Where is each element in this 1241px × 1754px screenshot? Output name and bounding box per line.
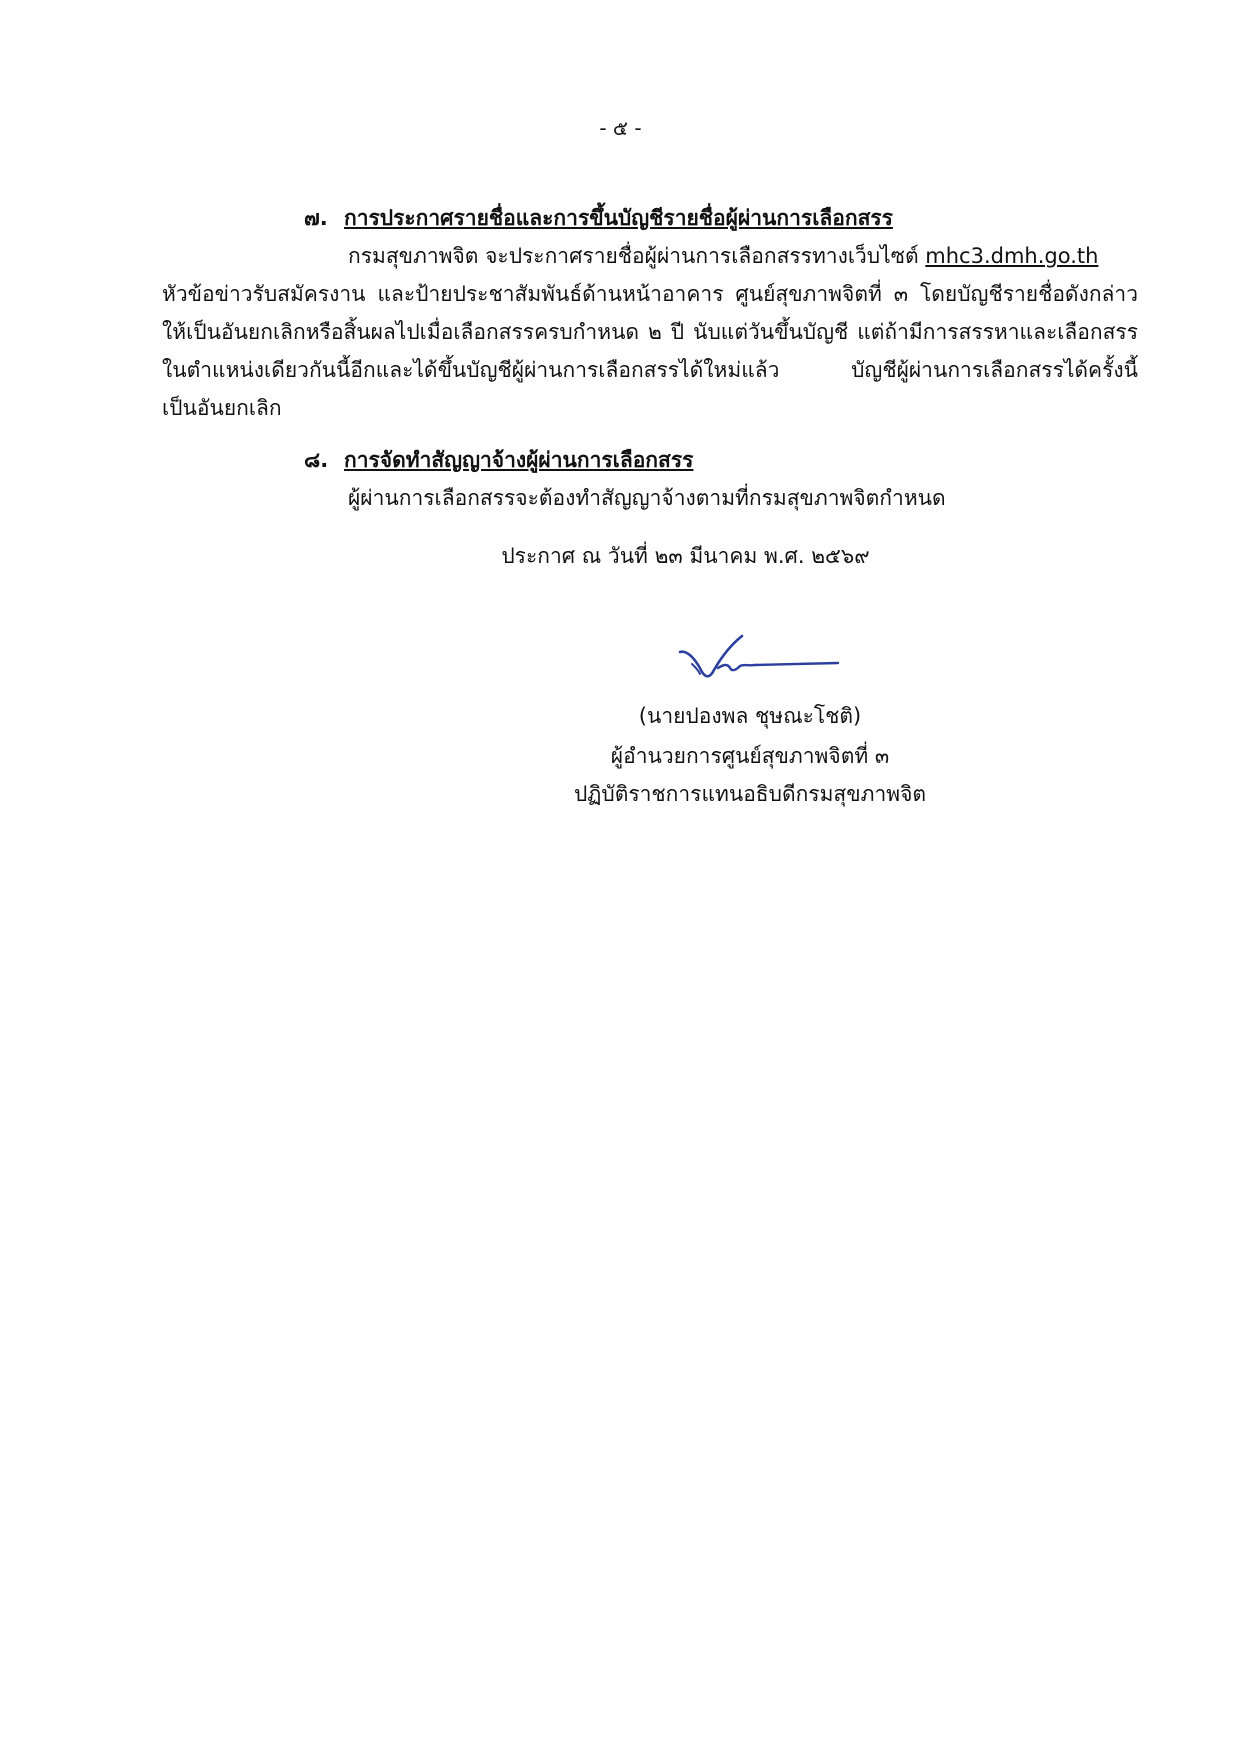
section-7-paragraph-line-3: ให้เป็นอันยกเลิกหรือสิ้นผลไปเมื่อเลือกสรรครบกำหนด ๒ ปี นับแต่วันขึ้นบัญชี แต่ถ้ามีการสรรหาและเลือกสรร <box>162 320 1138 344</box>
section-7-heading <box>304 202 893 235</box>
signer-name: (นายปองพล ชุษณะโชติ) <box>638 704 862 728</box>
section-7-paragraph-line-1 <box>348 240 1098 273</box>
section-8-number: ๘. <box>304 448 329 472</box>
section-7-title: การประกาศรายชื่อและการขึ้นบัญชีรายชื่อผู้ผ่านการเลือกสรร <box>344 206 893 230</box>
section-7-paragraph-line-4: ในตำแหน่งเดียวกันนี้อีกและได้ขึ้นบัญชีผู้ผ่านการเลือกสรรได้ใหม่แล้ว บัญชีผู้ผ่านการเลือกสรรได้ครั้งนี้ <box>162 358 1138 382</box>
announcement-date: ประกาศ ณ วันที่ ๒๓ มีนาคม พ.ศ. ๒๕๖๙ <box>501 544 870 568</box>
section-7-paragraph-line-5: เป็นอันยกเลิก <box>162 396 282 420</box>
website-link[interactable]: mhc3.dmh.go.th <box>925 244 1099 268</box>
section-8-heading <box>304 444 693 477</box>
section-7-line-1-text: กรมสุขภาพจิต จะประกาศรายชื่อผู้ผ่านการเลือกสรรทางเว็บไซต์ <box>348 244 926 268</box>
section-7-number: ๗. <box>304 206 328 230</box>
signer-acting-for: ปฏิบัติราชการแทนอธิบดีกรมสุขภาพจิต <box>573 782 927 806</box>
signature <box>670 630 850 690</box>
section-8-paragraph-line-1: ผู้ผ่านการเลือกสรรจะต้องทำสัญญาจ้างตามที่กรมสุขภาพจิตกำหนด <box>348 486 946 510</box>
section-8-title: การจัดทำสัญญาจ้างผู้ผ่านการเลือกสรร <box>344 448 694 472</box>
section-7-paragraph-line-2: หัวข้อข่าวรับสมัครงาน และป้ายประชาสัมพันธ์ด้านหน้าอาคาร ศูนย์สุขภาพจิตที่ ๓ โดยบัญชีรายชื่อดังกล่าว <box>162 282 1138 306</box>
signer-position: ผู้อำนวยการศูนย์สุขภาพจิตที่ ๓ <box>610 744 890 768</box>
page-number: - ๕ - <box>599 116 642 140</box>
